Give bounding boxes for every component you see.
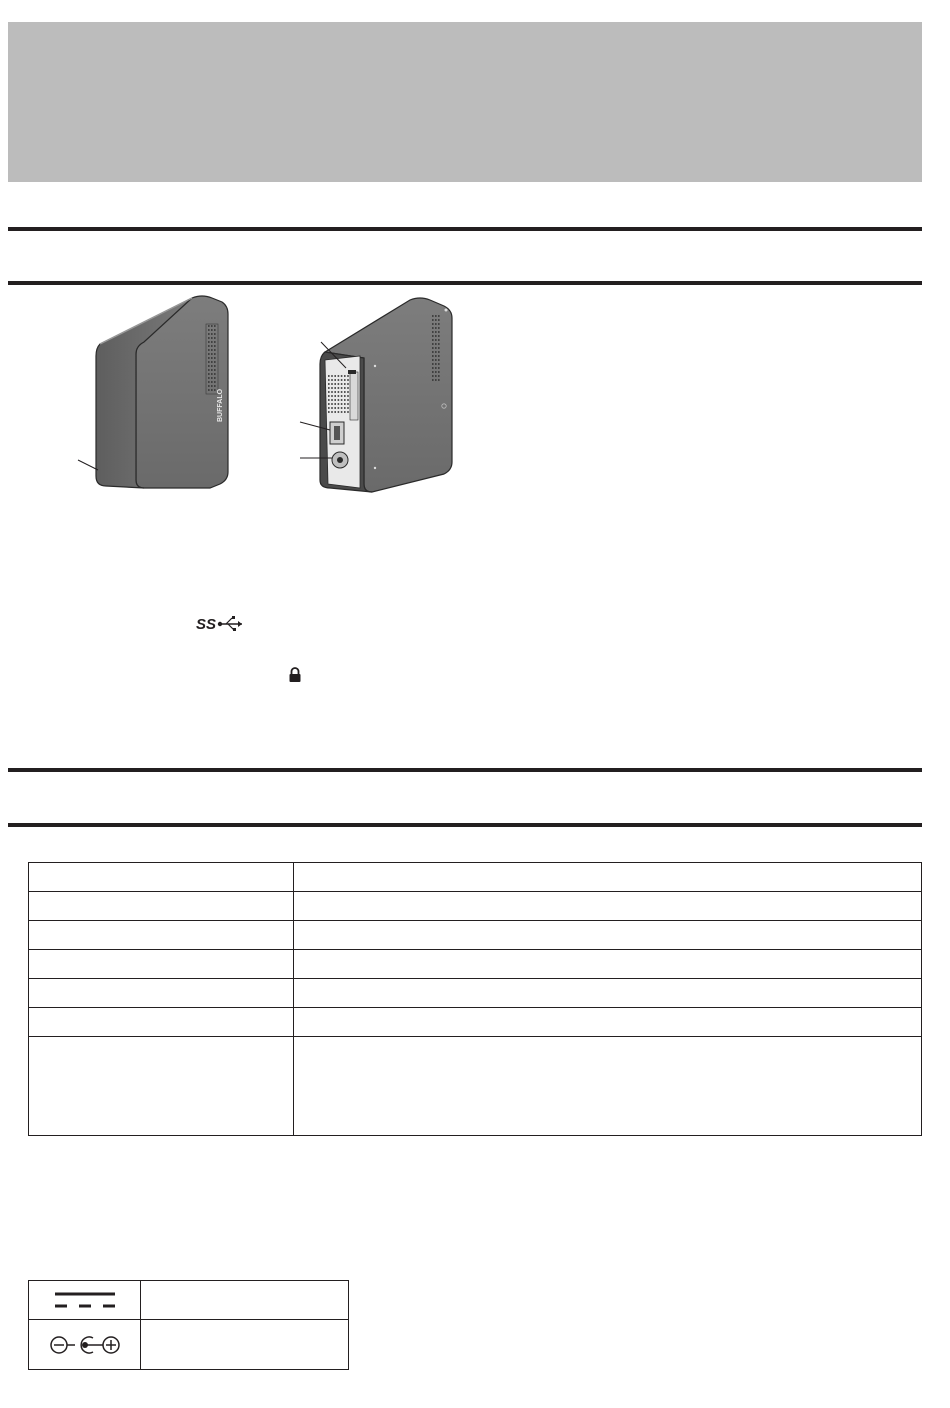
section-rule bbox=[8, 823, 922, 827]
table-row bbox=[29, 1008, 922, 1037]
specifications-table bbox=[28, 862, 922, 1136]
svg-text:SS: SS bbox=[196, 616, 217, 633]
symbol-label bbox=[141, 1281, 349, 1320]
section-rule bbox=[8, 768, 922, 772]
spec-value bbox=[294, 950, 922, 979]
spec-value bbox=[294, 1008, 922, 1037]
callout-line bbox=[78, 460, 98, 470]
table-row bbox=[29, 1320, 349, 1370]
spec-label bbox=[29, 1037, 294, 1136]
spec-value bbox=[294, 892, 922, 921]
section-rule bbox=[8, 281, 922, 285]
spec-value bbox=[294, 1037, 922, 1136]
table-row bbox=[29, 950, 922, 979]
spec-label bbox=[29, 1008, 294, 1037]
spec-label bbox=[29, 979, 294, 1008]
table-row bbox=[29, 1037, 922, 1136]
table-row bbox=[29, 979, 922, 1008]
spec-value bbox=[294, 979, 922, 1008]
table-row bbox=[29, 863, 922, 892]
spec-label bbox=[29, 950, 294, 979]
symbol-legend-table bbox=[28, 1280, 349, 1370]
direct-current-symbol-icon bbox=[53, 1287, 117, 1313]
table-row bbox=[29, 921, 922, 950]
table-row bbox=[29, 892, 922, 921]
usb-3-superspeed-icon bbox=[196, 614, 244, 634]
drive-rear-view bbox=[300, 298, 452, 492]
spec-label bbox=[29, 892, 294, 921]
drive-front-view bbox=[78, 296, 228, 488]
spec-label bbox=[29, 921, 294, 950]
spec-value bbox=[294, 921, 922, 950]
brand-logo: BUFFALO bbox=[217, 388, 224, 422]
spec-value bbox=[294, 863, 922, 892]
spec-label bbox=[29, 863, 294, 892]
symbol-label bbox=[141, 1320, 349, 1370]
lock-icon bbox=[288, 667, 302, 683]
table-row bbox=[29, 1281, 349, 1320]
polarity-center-positive-icon bbox=[49, 1333, 121, 1357]
section-rule bbox=[8, 227, 922, 231]
title-band bbox=[8, 22, 922, 182]
product-illustration bbox=[60, 292, 480, 497]
